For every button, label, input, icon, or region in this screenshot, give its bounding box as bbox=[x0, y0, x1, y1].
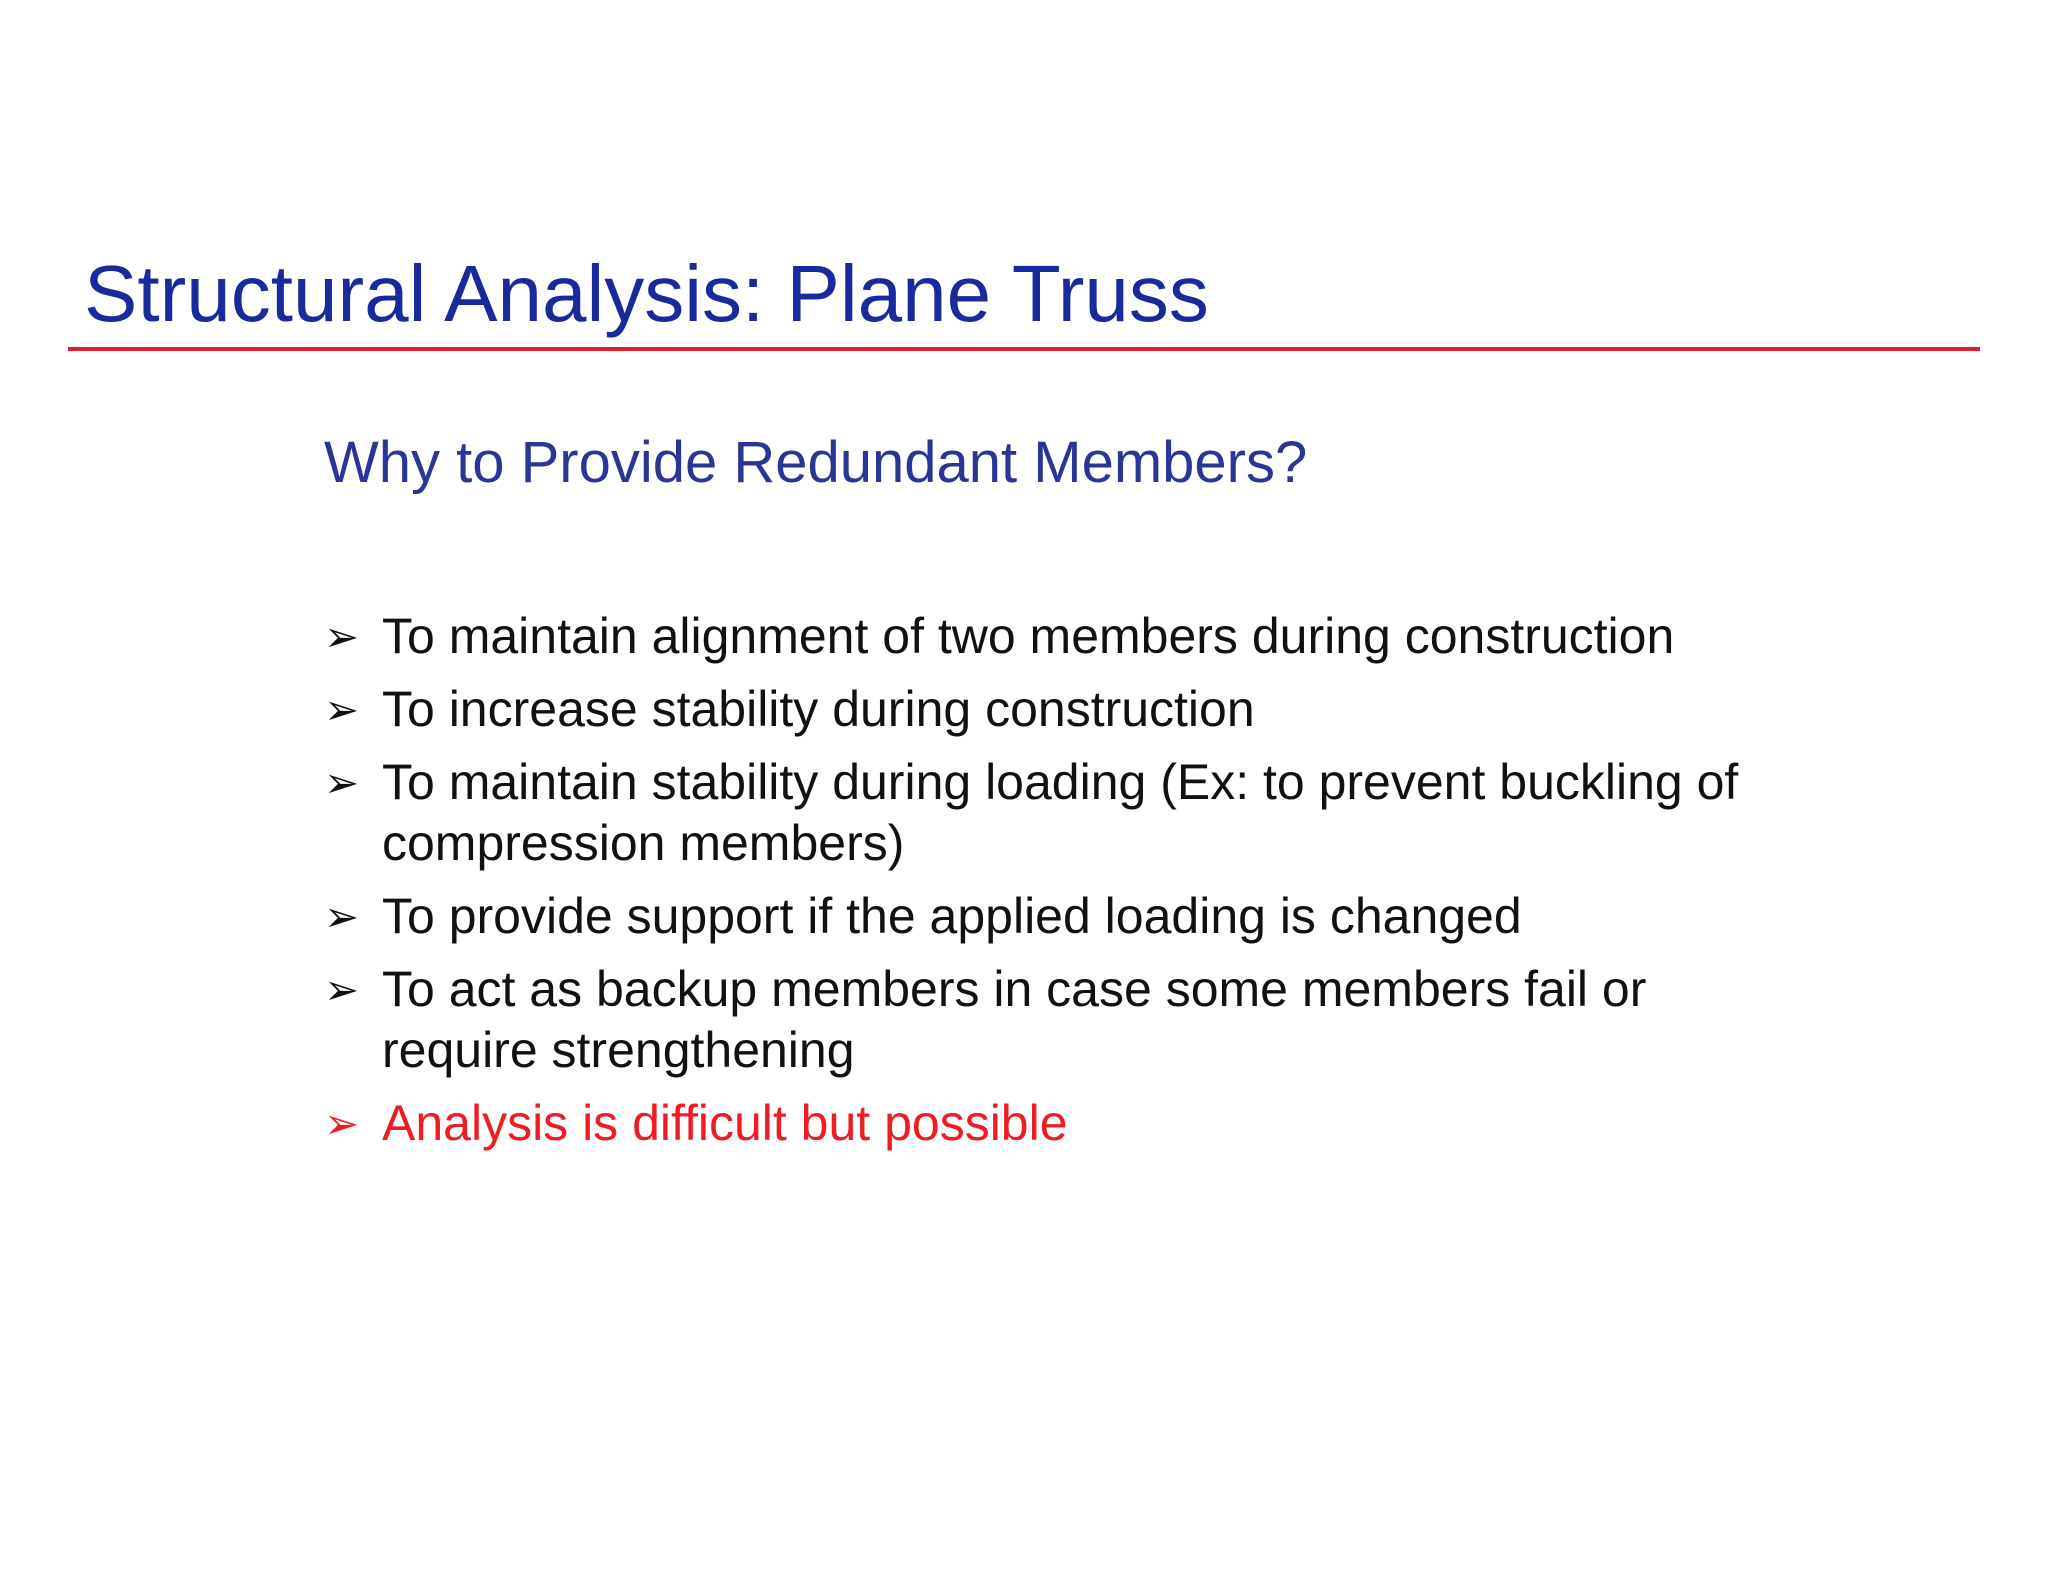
bullet-text: To provide support if the applied loading is changed bbox=[382, 888, 1522, 944]
bullet-item bbox=[324, 606, 1804, 667]
bullet-text: To increase stability during construction bbox=[382, 681, 1255, 737]
bullet-text: Analysis is difficult but possible bbox=[382, 1095, 1068, 1151]
bullet-list bbox=[324, 606, 1804, 1166]
bullet-item bbox=[324, 679, 1804, 740]
slide-title: Structural Analysis: Plane Truss bbox=[84, 249, 1209, 338]
arrowhead-bullet-icon: ➢ bbox=[324, 892, 360, 941]
bullet-item bbox=[324, 886, 1804, 947]
bullet-item bbox=[324, 752, 1804, 874]
slide-subtitle: Why to Provide Redundant Members? bbox=[324, 430, 1308, 495]
bullet-text: To maintain alignment of two members during construction bbox=[382, 608, 1675, 664]
bullet-item-highlighted bbox=[324, 1093, 1804, 1154]
bullet-text: To maintain stability during loading (Ex: to prevent buckling of compression members) bbox=[382, 754, 1739, 871]
arrowhead-bullet-icon: ➢ bbox=[324, 1099, 360, 1148]
arrowhead-bullet-icon: ➢ bbox=[324, 685, 360, 734]
arrowhead-bullet-icon: ➢ bbox=[324, 965, 360, 1014]
arrowhead-bullet-icon: ➢ bbox=[324, 758, 360, 807]
bullet-text: To act as backup members in case some members fail or require strengthening bbox=[382, 961, 1647, 1078]
arrowhead-bullet-icon: ➢ bbox=[324, 612, 360, 661]
title-underline bbox=[68, 347, 1980, 351]
bullet-item bbox=[324, 959, 1804, 1081]
